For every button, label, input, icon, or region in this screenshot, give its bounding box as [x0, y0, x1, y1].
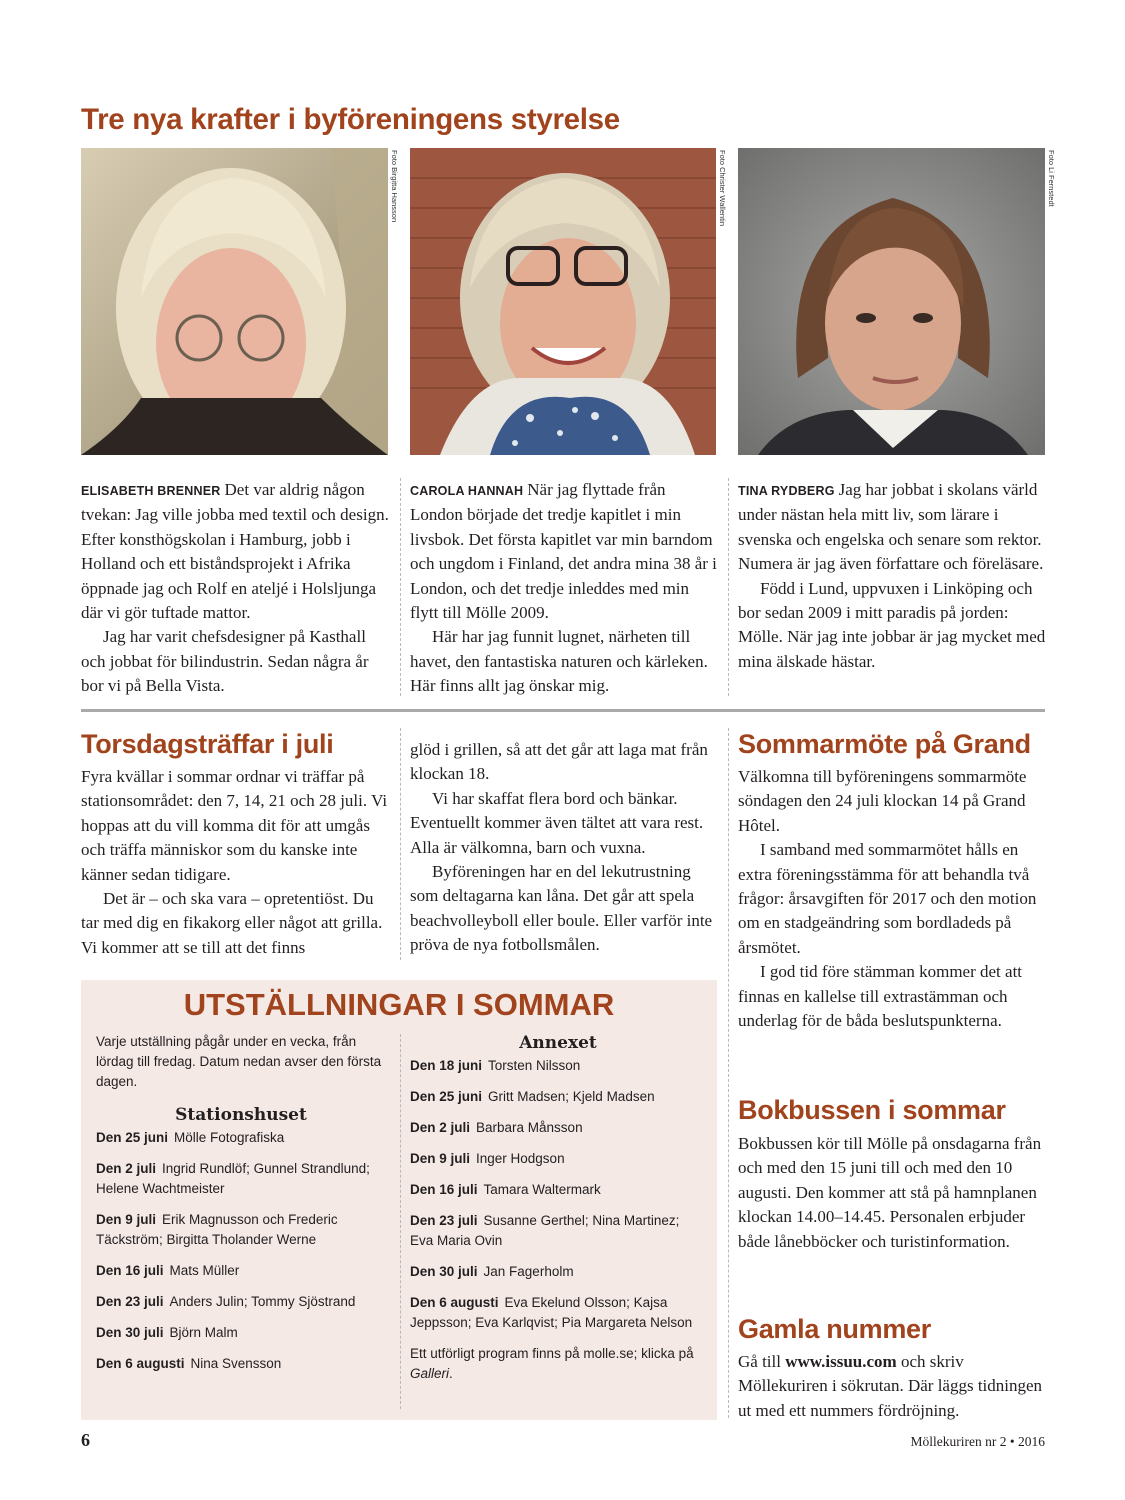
- bio-elisabeth-brenner: [81, 478, 389, 699]
- bio-paragraph: Jag har jobbat i skolans värld under nästan hela mitt liv, som lärare i svenska och engelska och senare som rektor. Numera är jag även författare och föreläsare.: [738, 480, 1044, 574]
- list-item: [96, 1210, 386, 1250]
- bio-carola-hannah: [410, 478, 718, 699]
- exhibition-date: Den 16 juli: [410, 1182, 478, 1197]
- exhibition-date: Den 23 juli: [96, 1294, 164, 1309]
- exhibition-artists: Susanne Gerthel; Nina Martinez; Eva Maria Ovin: [410, 1213, 680, 1248]
- page-number: 6: [81, 1430, 90, 1450]
- list-item: [96, 1292, 386, 1312]
- column-divider: [400, 1034, 401, 1409]
- bio-tina-rydberg: [738, 478, 1046, 674]
- galleri-link[interactable]: Galleri: [410, 1366, 450, 1381]
- sommarmote-body: [738, 765, 1046, 1033]
- list-item: [96, 1128, 386, 1148]
- exhibition-date: Den 30 juli: [96, 1325, 164, 1340]
- photo-credit: Foto Birgitta Hansson: [390, 150, 399, 223]
- exhibition-artists: Gritt Madsen; Kjeld Madsen: [488, 1089, 655, 1104]
- exhibitions-intro: Varje utställning pågår under en vecka, från lördag till fredag. Datum nedan avser den första dagen.: [96, 1034, 382, 1089]
- bio-paragraph: Jag har varit chefsdesigner på Kasthall och jobbat för bilindustrin. Sedan några år bor vi på Bella Vista.: [81, 627, 369, 696]
- column-divider: [728, 728, 729, 1418]
- program-note: [410, 1344, 706, 1384]
- person-name: ELISABETH BRENNER: [81, 484, 221, 498]
- exhibition-artists: Anders Julin; Tommy Sjöstrand: [169, 1294, 356, 1309]
- article-text: och skriv Möllekuriren i sökrutan. Där läggs tidningen ut med ett nummers fördröjning.: [738, 1352, 1043, 1420]
- section-heading-gamla-nummer: Gamla nummer: [738, 1314, 931, 1344]
- exhibition-date: Den 18 juni: [410, 1058, 483, 1073]
- bio-paragraph: Född i Lund, uppvuxen i Linköping och bor sedan 2009 i mitt paradis på jorden: Mölle. När jag inte jobbar är jag mycket med mina älskade hästar.: [738, 578, 1046, 671]
- exhibition-date: Den 23 juli: [410, 1213, 478, 1228]
- list-item: [410, 1262, 706, 1282]
- exhibitions-title: UTSTÄLLNINGAR I SOMMAR: [183, 987, 615, 1022]
- exhibition-artists: Mölle Fotografiska: [174, 1130, 285, 1145]
- list-item: [410, 1149, 706, 1169]
- list-item: [410, 1180, 706, 1200]
- list-item: [410, 1211, 706, 1251]
- list-item: [410, 1087, 706, 1107]
- exhibition-date: Den 30 juli: [410, 1264, 478, 1279]
- column-divider: [400, 728, 401, 960]
- annexet-list: [410, 1056, 706, 1384]
- venue-annexet: Annexet: [519, 1033, 597, 1053]
- venue-stationshuset: Stationshuset: [175, 1105, 307, 1125]
- article-paragraph: Välkomna till byföreningens sommarmöte söndagen den 24 juli klockan 14 på Grand Hôtel.: [738, 767, 1027, 835]
- torsdag-column-1: [81, 765, 391, 960]
- article-paragraph: Fyra kvällar i sommar ordnar vi träffar på stationsområdet: den 7, 14, 21 och 28 juli. Vi hoppas att du vill komma dit för att umgås och träffa människor som du kanske inte känner sedan tidigare.: [81, 767, 388, 884]
- list-item: [410, 1293, 706, 1333]
- photo-credit: Foto Li Fernstedt: [1047, 150, 1056, 207]
- publication-info: Möllekuriren nr 2 • 2016: [910, 1434, 1045, 1449]
- exhibition-date: Den 6 augusti: [96, 1356, 185, 1371]
- exhibition-date: Den 25 juni: [410, 1089, 483, 1104]
- section-divider: [81, 709, 1045, 712]
- exhibition-artists: Ingrid Rundlöf; Gunnel Strandlund; Helene Wachtmeister: [96, 1161, 370, 1196]
- photo-carola-hannah: [410, 148, 716, 455]
- person-name: CAROLA HANNAH: [410, 484, 524, 498]
- exhibition-artists: Mats Müller: [169, 1263, 240, 1278]
- article-text: Gå till: [738, 1352, 786, 1371]
- photo-tina-rydberg: [738, 148, 1045, 455]
- list-item: [96, 1354, 386, 1374]
- exhibition-artists: Inger Hodgson: [476, 1151, 565, 1166]
- article-paragraph: glöd i grillen, så att det går att laga mat från klockan 18.: [410, 740, 708, 784]
- exhibition-artists: Barbara Månsson: [476, 1120, 583, 1135]
- exhibition-artists: Nina Svensson: [190, 1356, 282, 1371]
- note-text: Ett utförligt program finns på molle.se; klicka på: [410, 1346, 694, 1361]
- section-heading-sommarmote: Sommarmöte på Grand: [738, 729, 1031, 759]
- bio-paragraph: När jag flyttade från London började det tredje kapitlet i min livsbok. Det första kapitlet var min barndom och ungdom i Finland, det andra mina 38 år i London, och det tredje inleddes med min flytt till Mölle 2009.: [410, 480, 717, 623]
- exhibition-date: Den 2 juli: [96, 1161, 157, 1176]
- list-item: [410, 1118, 706, 1138]
- column-divider: [400, 478, 401, 696]
- person-name: TINA RYDBERG: [738, 484, 835, 498]
- section-heading-torsdag: Torsdagsträffar i juli: [81, 729, 334, 759]
- exhibition-date: Den 6 augusti: [410, 1295, 499, 1310]
- stationshuset-list: [96, 1128, 386, 1385]
- exhibition-date: Den 16 juli: [96, 1263, 164, 1278]
- gamla-nummer-body: [738, 1350, 1046, 1423]
- article-paragraph: I samband med sommarmötet hålls en extra föreningsstämma för att behandla två frågor: årsavgiften för 2017 och den motion om en stadgeändring som bordladeds på årsmötet.: [738, 840, 1037, 957]
- bokbussen-body: Bokbussen kör till Mölle på onsdagarna från och med den 15 juni till och med den 10 augusti. Den kommer att stå på hamnplanen klockan 14.00–14.45. Personalen erbjuder både lånebböcker och turistinformation.: [738, 1134, 1042, 1251]
- torsdag-column-2: [410, 738, 720, 958]
- list-item: [96, 1323, 386, 1343]
- page-title: Tre nya krafter i byföreningens styrelse: [81, 103, 620, 136]
- exhibition-artists: Jan Fagerholm: [483, 1264, 574, 1279]
- issuu-link[interactable]: www.issuu.com: [785, 1352, 897, 1371]
- bio-paragraph: Det var aldrig någon tvekan: Jag ville jobba med textil och design. Efter konsthögskolan i Hamburg, jobb i Holland och ett biståndsprojekt i Afrika öppnade jag och Rolf en ateljé i Holsljunga där vi gör tuftade mattor.: [81, 480, 389, 623]
- exhibition-date: Den 25 juni: [96, 1130, 169, 1145]
- article-paragraph: Det är – och ska vara – opretentiöst. Du tar med dig en fikakorg eller något att grilla. Vi kommer att se till att det finns: [81, 889, 383, 957]
- list-item: [96, 1159, 386, 1199]
- list-item: [410, 1056, 706, 1076]
- photo-elisabeth-brenner: [81, 148, 388, 455]
- exhibition-artists: Björn Malm: [169, 1325, 238, 1340]
- exhibition-artists: Eva Ekelund Olsson; Kajsa Jeppsson; Eva Karlqvist; Pia Margareta Nelson: [410, 1295, 693, 1330]
- bio-paragraph: Här har jag funnit lugnet, närheten till havet, den fantastiska naturen och kärleken. Här finns allt jag önskar mig.: [410, 627, 708, 696]
- photo-credit: Foto Christer Wallentin: [718, 150, 727, 226]
- list-item: [96, 1261, 386, 1281]
- exhibition-date: Den 9 juli: [410, 1151, 471, 1166]
- note-text: .: [449, 1366, 453, 1381]
- exhibition-artists: Torsten Nilsson: [488, 1058, 581, 1073]
- column-divider: [728, 478, 729, 696]
- article-paragraph: Byföreningen har en del lekutrustning som deltagarna kan låna. Det går att spela beachvolleyboll eller boule. Eller varför inte pröva de nya fotbollsmålen.: [410, 862, 713, 955]
- article-paragraph: Vi har skaffat flera bord och bänkar. Eventuellt kommer även tältet att vara rest. Alla är välkomna, barn och vuxna.: [410, 788, 704, 857]
- article-paragraph: I god tid före stämman kommer det att finnas en kallelse till extrastämman och underlag för de båda beslutspunkterna.: [738, 962, 1023, 1031]
- exhibition-artists: Erik Magnusson och Frederic Täckström; Birgitta Tholander Werne: [96, 1212, 338, 1247]
- exhibition-date: Den 9 juli: [96, 1212, 157, 1227]
- section-heading-bokbussen: Bokbussen i sommar: [738, 1095, 1006, 1125]
- exhibition-artists: Tamara Waltermark: [483, 1182, 601, 1197]
- exhibition-date: Den 2 juli: [410, 1120, 471, 1135]
